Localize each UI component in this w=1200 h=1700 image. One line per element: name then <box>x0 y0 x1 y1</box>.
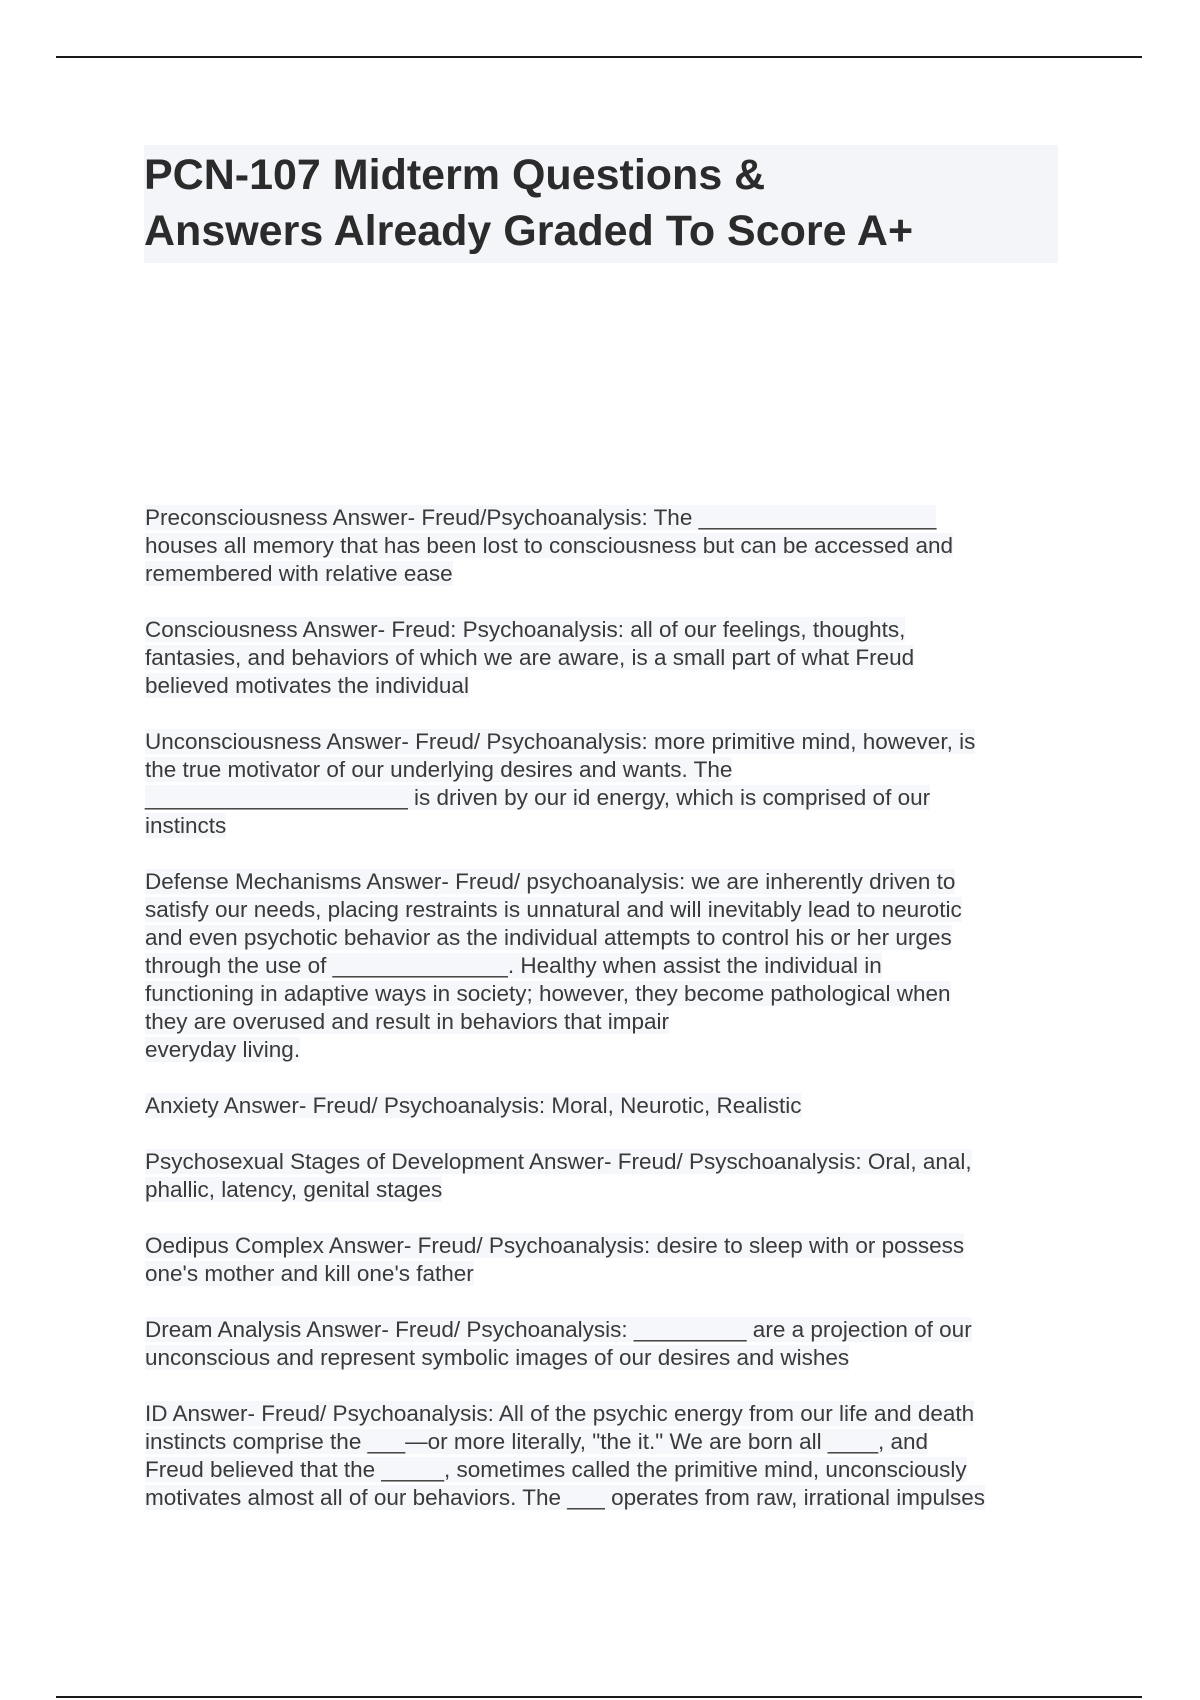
qa-text: ID Answer- Freud/ Psychoanalysis: All of the psychic energy from our life and death instincts comprise the ___—or more literally, "the it." We are born all ____, and Freud believed that the _____, sometimes called the primitive mind, unconsciously motivates almost all of our behaviors. The ___ operates from raw, irrational impulses <box>145 1401 985 1510</box>
qa-item-anxiety <box>145 1092 1065 1120</box>
bottom-divider <box>56 1696 1142 1698</box>
page-title: PCN-107 Midterm Questions & Answers Already Graded To Score A+ <box>144 151 914 255</box>
qa-text: Oedipus Complex Answer- Freud/ Psychoanalysis: desire to sleep with or possess one's mother and kill one's father <box>145 1233 965 1286</box>
qa-item-unconsciousness <box>145 728 1065 840</box>
qa-item-oedipus-complex <box>145 1232 1065 1288</box>
qa-item-consciousness <box>145 616 1065 700</box>
qa-text: Defense Mechanisms Answer- Freud/ psychoanalysis: we are inherently driven to satisfy our needs, placing restraints is unnatural and will inevitably lead to neurotic and even psychotic behavior as the individual attempts to control his or her urges through the use of ______________. Healthy when assist the individual in functioning in adaptive ways in society; however, they become pathological when they are overused and result in behaviors that impair everyday living. <box>145 869 962 1062</box>
qa-item-defense-mechanisms <box>145 868 1065 1064</box>
qa-text: Unconsciousness Answer- Freud/ Psychoanalysis: more primitive mind, however, is the true motivator of our underlying desires and wants. The _____________________ is driven by our id energy, which is comprised of our instincts <box>145 729 976 838</box>
qa-text: Dream Analysis Answer- Freud/ Psychoanalysis: _________ are a projection of our unconscious and represent symbolic images of our desires and wishes <box>145 1317 972 1370</box>
qa-text: Consciousness Answer- Freud: Psychoanalysis: all of our feelings, thoughts, fantasies, and behaviors of which we are aware, is a small part of what Freud believed motivates the individual <box>145 617 915 698</box>
qa-text: Psychosexual Stages of Development Answer- Freud/ Psyschoanalysis: Oral, anal, phallic, latency, genital stages <box>145 1149 972 1202</box>
qa-item-psychosexual-stages <box>145 1148 1065 1204</box>
qa-item-dream-analysis <box>145 1316 1065 1372</box>
qa-text: Preconsciousness Answer- Freud/Psychoanalysis: The ___________________ houses all memory that has been lost to consciousness but can be accessed and remembered with relative ease <box>145 505 953 586</box>
qa-item-id <box>145 1400 1065 1512</box>
qa-item-preconsciousness <box>145 504 1065 588</box>
qa-text: Anxiety Answer- Freud/ Psychoanalysis: Moral, Neurotic, Realistic <box>145 1093 802 1118</box>
top-divider <box>56 56 1142 58</box>
title-block <box>144 145 1058 263</box>
qa-list <box>145 504 1065 1540</box>
